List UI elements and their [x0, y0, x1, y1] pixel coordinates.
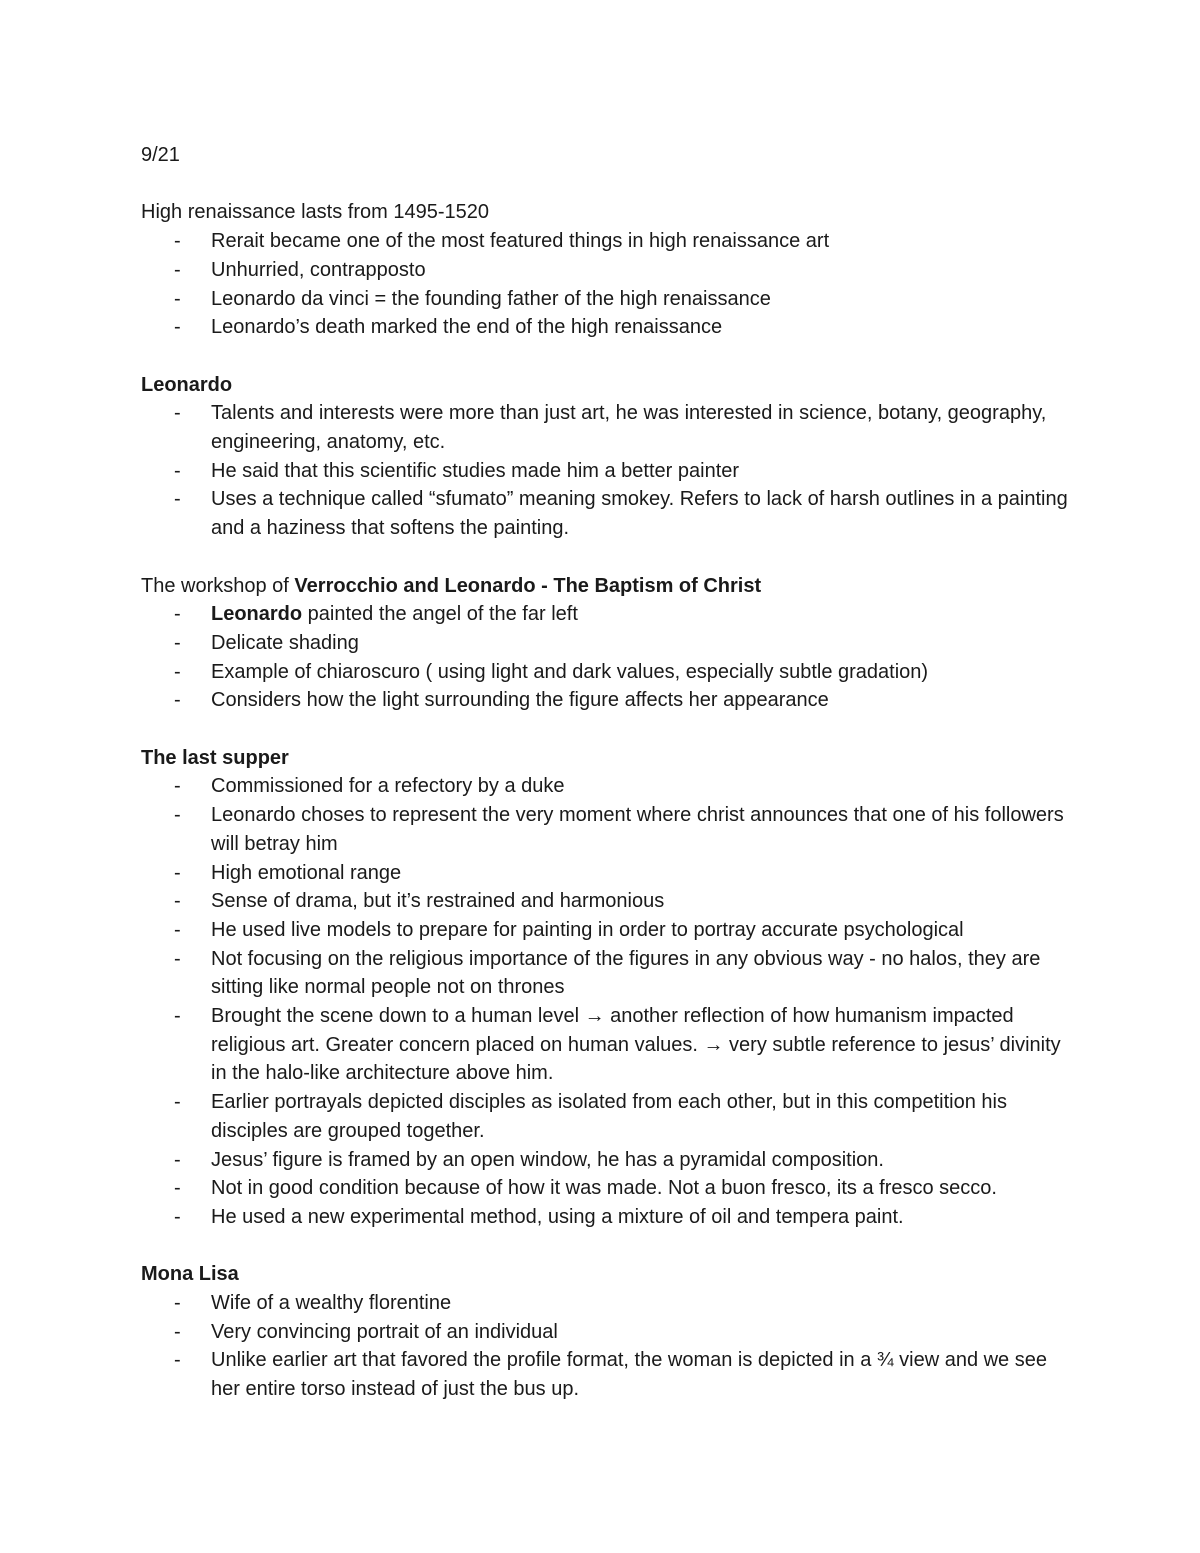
- list-item: - Delicate shading: [141, 629, 1071, 658]
- list-item: - He used live models to prepare for painting in order to portray accurate psychological: [141, 916, 1071, 945]
- list-item: - Unhurried, contrapposto: [141, 256, 1071, 285]
- dash-marker: -: [174, 1005, 181, 1028]
- dash-marker: -: [174, 1205, 181, 1228]
- dash-marker: -: [174, 402, 181, 425]
- dash-marker: -: [174, 1091, 181, 1114]
- dash-marker: -: [174, 631, 181, 654]
- dash-marker: -: [174, 660, 181, 683]
- list-item: - He said that this scientific studies made him a better painter: [141, 457, 1071, 486]
- dash-marker: -: [174, 1177, 181, 1200]
- dash-marker: -: [174, 488, 181, 511]
- list-item: - Sense of drama, but it’s restrained and harmonious: [141, 887, 1071, 916]
- dash-marker: -: [174, 1320, 181, 1343]
- last-supper-list: [141, 772, 1071, 1231]
- dash-marker: -: [174, 459, 181, 482]
- list-item: - Brought the scene down to a human level → another reflection of how humanism impacted religious art. Greater concern placed on human values. → very subtle reference to jesus’ divinity in the halo-like architecture above him.: [141, 1002, 1071, 1088]
- dash-marker: -: [174, 1148, 181, 1171]
- list-item: - He used a new experimental method, using a mixture of oil and tempera paint.: [141, 1203, 1071, 1232]
- dash-marker: -: [174, 775, 181, 798]
- dash-marker: -: [174, 804, 181, 827]
- leonardo-heading: Leonardo: [141, 373, 233, 396]
- list-item: - Leonardo da vinci = the founding father of the high renaissance: [141, 285, 1071, 314]
- dash-marker: -: [174, 230, 181, 253]
- baptism-heading: [141, 572, 1071, 601]
- list-item: - Leonardo’s death marked the end of the high renaissance: [141, 313, 1071, 342]
- baptism-prefix: The workshop of: [141, 574, 295, 597]
- intro-line: High renaissance lasts from 1495-1520: [141, 201, 489, 224]
- dash-marker: -: [174, 287, 181, 310]
- list-item: - Considers how the light surrounding the figure affects her appearance: [141, 686, 1071, 715]
- dash-marker: -: [174, 258, 181, 281]
- list-item: - Wife of a wealthy florentine: [141, 1289, 1071, 1318]
- dash-marker: -: [174, 918, 181, 941]
- intro-list: [141, 227, 1071, 342]
- list-item: - Not focusing on the religious importance of the figures in any obvious way - no halos, they are sitting like normal people not on thrones: [141, 945, 1071, 1002]
- dash-marker: -: [174, 1349, 181, 1372]
- leonardo-list: [141, 399, 1071, 543]
- list-item: - Commissioned for a refectory by a duke: [141, 772, 1071, 801]
- dash-marker: -: [174, 890, 181, 913]
- list-item: - Leonardo choses to represent the very moment where christ announces that one of his followers will betray him: [141, 801, 1071, 858]
- baptism-list: [141, 600, 1071, 715]
- dash-marker: -: [174, 861, 181, 884]
- list-item: - High emotional range: [141, 859, 1071, 888]
- dash-marker: -: [174, 316, 181, 339]
- list-item: - Jesus’ figure is framed by an open window, he has a pyramidal composition.: [141, 1146, 1071, 1175]
- last-supper-heading: The last supper: [141, 746, 289, 769]
- dash-marker: -: [174, 1292, 181, 1315]
- list-item: - Very convincing portrait of an individual: [141, 1318, 1071, 1347]
- document-page: [141, 141, 1071, 1404]
- list-item: - Uses a technique called “sfumato” meaning smokey. Refers to lack of harsh outlines in a painting and a haziness that softens the painting.: [141, 485, 1071, 542]
- list-item: - Example of chiaroscuro ( using light and dark values, especially subtle gradation): [141, 658, 1071, 687]
- dash-marker: -: [174, 603, 181, 626]
- dash-marker: -: [174, 689, 181, 712]
- list-item: - Talents and interests were more than just art, he was interested in science, botany, geography, engineering, anatomy, etc.: [141, 399, 1071, 456]
- list-item: - Unlike earlier art that favored the profile format, the woman is depicted in a ¾ view and we see her entire torso instead of just the bus up.: [141, 1346, 1071, 1403]
- baptism-title: Verrocchio and Leonardo - The Baptism of Christ: [294, 574, 762, 597]
- dash-marker: -: [174, 947, 181, 970]
- list-item: - Leonardo painted the angel of the far left: [141, 600, 1071, 629]
- date-line: 9/21: [141, 144, 180, 166]
- list-item: - Not in good condition because of how it was made. Not a buon fresco, its a fresco secco.: [141, 1174, 1071, 1203]
- mona-lisa-heading: Mona Lisa: [141, 1263, 239, 1286]
- list-item: - Earlier portrayals depicted disciples as isolated from each other, but in this competition his disciples are grouped together.: [141, 1088, 1071, 1145]
- mona-lisa-list: [141, 1289, 1071, 1404]
- list-item: - Rerait became one of the most featured things in high renaissance art: [141, 227, 1071, 256]
